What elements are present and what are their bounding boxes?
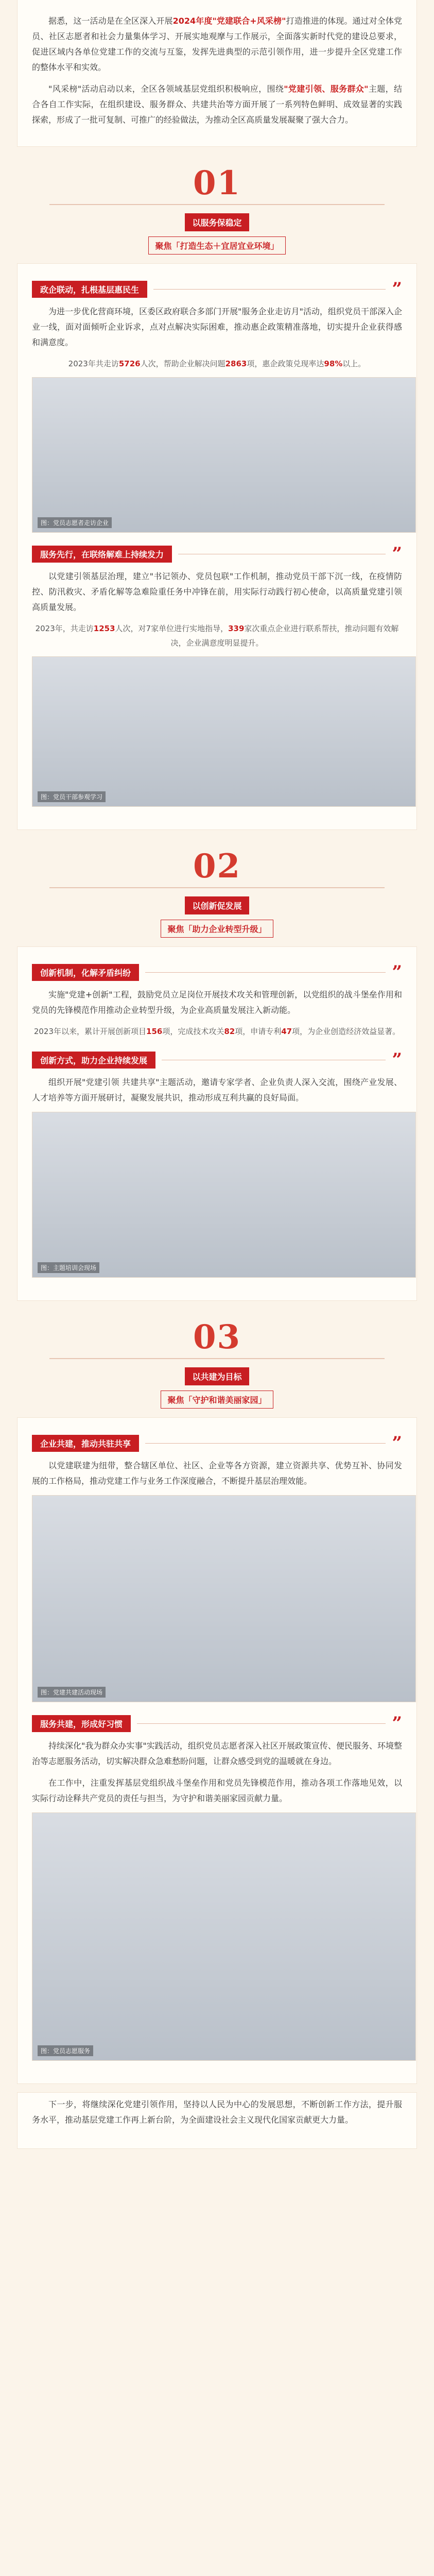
photo-caption: 图：党建共建活动现场 [38, 1687, 106, 1698]
section-title-wrap [29, 1367, 405, 1409]
photo [32, 1495, 416, 1702]
subheading-rule [145, 1443, 386, 1444]
section-header [0, 146, 434, 255]
stat-line [32, 357, 402, 371]
stat-text: 家次重点企业进行联系帮扶，推动问题有效解决， [170, 624, 399, 648]
quote-icon: ” [392, 1049, 402, 1070]
quote-icon: ” [392, 962, 402, 982]
subheading-rule [137, 1723, 386, 1724]
body-paragraph: 组织开展"党建引领 共建共享"主题活动，邀请专家学者、企业负责人深入交流，围绕产业发展、人才培养等方面开展研讨，凝聚发展共识，推动形成互利共赢的良好局面。 [32, 1077, 402, 1103]
stat-text: 2023年，共走访 [35, 624, 94, 633]
intro-text: 据悉，这一活动是在全区深入开展 [48, 16, 173, 26]
body-paragraph: 为进一步优化营商环境，区委区政府联合多部门开展"服务企业走访月"活动，组织党员干部深入企业一线，面对面倾听企业诉求，点对点解决实际困难，推动惠企政策精准落地，切实提升企业获得感和满意度。 [32, 307, 402, 347]
section-label: 以创新促发展 [185, 896, 249, 914]
intro-paragraph-1 [32, 13, 402, 75]
photo [32, 656, 416, 807]
intro-text: 主题，结合各自工作实际，在组织建设、服务群众、共建共治等方面开展了一系列特色鲜明、成效显著的实践探索，形成了一批可复制、可推广的经验做法，为推动全区高质量发展凝聚了强大合力。 [32, 84, 402, 125]
subheading-text: 企业共建，推动共驻共享 [32, 1435, 139, 1452]
subheading-bar [32, 1049, 402, 1070]
section-title-wrap [29, 213, 405, 255]
stat-text: 以上。 [342, 359, 366, 368]
section-card [18, 947, 416, 1300]
stat-line [32, 621, 402, 650]
intro-text: 打造推进的体现。通过对全体党员、社区志愿者和社会力量集体学习、开展实地观摩与工作展示，全面落实新时代党的建设总要求，促进区域内各单位党建工作的交流与互鉴，发挥先进典型的示范引领作用，进一步提升全区党建工作的整体水平和实效。 [32, 16, 402, 72]
quote-icon: ” [392, 279, 402, 299]
body-paragraph: 以党建引领基层治理，建立"书记领办、党员包联"工作机制，推动党员干部下沉一线，在疫情防控、防汛救灾、矛盾化解等急难险重任务中冲锋在前，用实际行动践行初心使命，以高质量党建引领高质量发展。 [32, 571, 402, 612]
section-card [18, 264, 416, 829]
photo-caption: 图：主题培训会现场 [38, 1262, 99, 1273]
section-number: 02 [193, 847, 241, 886]
closing-paragraph: 下一步，将继续深化党建引领作用，坚持以人民为中心的发展思想，不断创新工作方法，提升服务水平，推动基层党建工作再上新台阶，为全面建设社会主义现代化国家贡献更大力量。 [32, 2099, 402, 2125]
stat-value: 156 [146, 1027, 163, 1036]
photo-caption: 图：党员干部参观学习 [38, 791, 106, 802]
intro-highlight: 2024年度"党建联合+风采榜" [172, 16, 286, 26]
quote-icon: ” [392, 544, 402, 564]
photo [32, 377, 416, 533]
stat-text: 企业满意度明显提升。 [186, 638, 264, 648]
subheading-text: 创新机制，化解矛盾纠纷 [32, 964, 139, 981]
quote-icon: ” [392, 1433, 402, 1453]
section-header [0, 1300, 434, 1409]
section-title-wrap [29, 896, 405, 938]
content-block [32, 281, 402, 533]
stat-value: 82 [224, 1027, 235, 1036]
subheading-text: 服务共建，形成好习惯 [32, 1715, 131, 1732]
subheading-bar [32, 281, 402, 297]
content-block [32, 546, 402, 807]
section-divider [49, 1358, 385, 1359]
section-divider [49, 204, 385, 205]
intro-card [18, 0, 416, 146]
subheading-bar [32, 546, 402, 562]
subheading-bar [32, 1435, 402, 1451]
stat-value: 98% [324, 359, 343, 368]
stat-text: 项，惠企政策兑现率达 [247, 359, 324, 368]
quote-icon: ” [392, 1713, 402, 1734]
stat-text: 2023年共走访 [68, 359, 119, 368]
subheading-text: 创新方式，助力企业持续发展 [32, 1052, 155, 1069]
section-subtitle: 聚焦「助力企业转型升级」 [161, 920, 273, 938]
stat-value: 1253 [93, 624, 115, 633]
section-number: 03 [193, 1318, 241, 1357]
intro-highlight: "党建引领、服务群众" [284, 84, 369, 94]
content-block [32, 964, 402, 1039]
photo [32, 1112, 416, 1278]
body-paragraph: 实施"党建+创新"工程，鼓励党员立足岗位开展技术攻关和管理创新，以党组织的战斗堡垒作用和党员的先锋模范作用推动企业转型升级，为企业高质量发展注入新动能。 [32, 990, 402, 1015]
subheading-bar [32, 964, 402, 980]
body-paragraph: 持续深化"我为群众办实事"实践活动，组织党员志愿者深入社区开展政策宣传、便民服务、环境整治等志愿服务活动，切实解决群众急难愁盼问题，让群众感受到党的温暖就在身边。 [32, 1741, 402, 1766]
subheading-rule [153, 289, 386, 290]
content-block [32, 1713, 402, 2061]
section-label: 以服务保稳定 [185, 213, 249, 231]
sections-container [0, 146, 434, 2083]
intro-text: "风采榜"活动启动以来，全区各领域基层党组织积极响应，围绕 [48, 84, 284, 94]
subheading-rule [145, 972, 386, 973]
intro-paragraph-2 [32, 81, 402, 128]
body-paragraph: 以党建联建为纽带，整合辖区单位、社区、企业等各方资源，建立资源共享、优势互补、协同发展的工作格局，推动党建工作与业务工作深度融合，不断提升基层治理效能。 [32, 1461, 402, 1486]
stat-line [32, 1024, 402, 1039]
photo-caption: 图：党员志愿者走访企业 [38, 517, 112, 528]
stat-value: 339 [228, 624, 245, 633]
stat-value: 47 [281, 1027, 292, 1036]
photo [32, 1812, 416, 2061]
stat-text: 项，为企业创造经济效益显著。 [292, 1027, 401, 1036]
footer-space [0, 2148, 434, 2161]
section-subtitle: 聚焦「打造生态＋宜居宜业环境」 [148, 236, 285, 255]
stat-value: 5726 [118, 359, 141, 368]
section-header [0, 829, 434, 938]
section-label: 以共建为目标 [185, 1367, 249, 1385]
photo-caption: 图：党员志愿服务 [38, 2045, 93, 2056]
subheading-text: 政企联动，扎根基层惠民生 [32, 281, 147, 298]
section-divider [49, 887, 385, 888]
section-card [18, 1418, 416, 2083]
content-block [32, 1435, 402, 1702]
subheading-bar [32, 1713, 402, 1734]
stat-text: 人次，帮助企业解决问题 [140, 359, 225, 368]
section-subtitle: 聚焦「守护和谐美丽家园」 [161, 1391, 273, 1409]
body-paragraph: 在工作中，注重发挥基层党组织战斗堡垒作用和党员先锋模范作用，推动各项工作落地见效，以实际行动诠释共产党员的责任与担当，为守护和谐美丽家园贡献力量。 [32, 1778, 402, 1803]
section-number: 01 [193, 164, 241, 202]
stat-text: 2023年以来，累计开展创新项目 [33, 1027, 147, 1036]
content-block [32, 1049, 402, 1278]
subheading-text: 服务先行，在联络解难上持续发力 [32, 546, 172, 563]
stat-value: 2863 [225, 359, 247, 368]
stat-text: 项，申请专利 [235, 1027, 282, 1036]
stat-text: 人次，对7家单位进行实地指导， [115, 624, 229, 633]
closing-card [18, 2093, 416, 2148]
stat-text: 项，完成技术攻关 [162, 1027, 224, 1036]
